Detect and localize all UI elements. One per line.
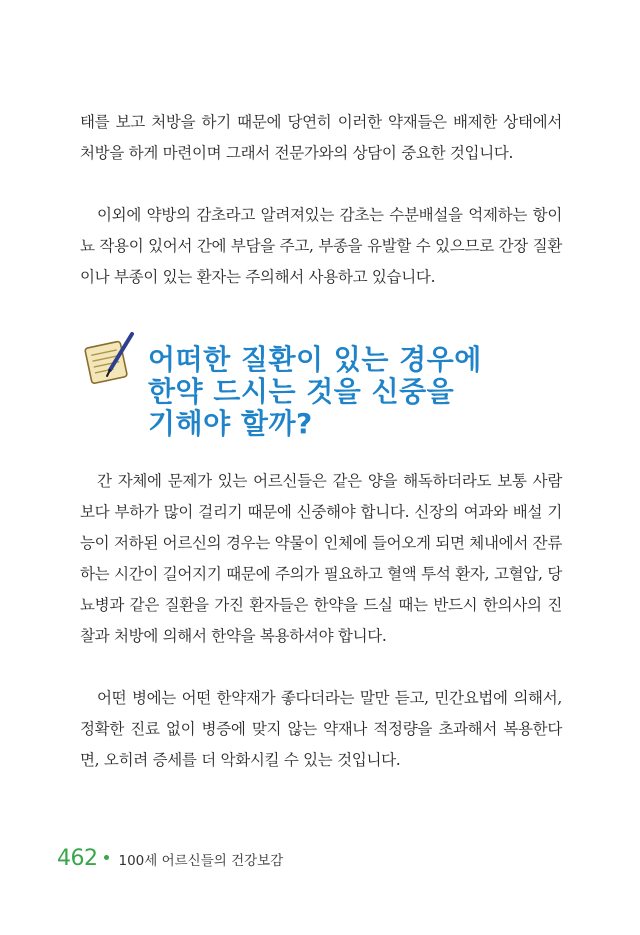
section-heading	[82, 330, 562, 440]
paragraph-1: 태를 보고 처방을 하기 때문에 당연히 이러한 약재들은 배제한 상태에서 처방을 하게 마련이며 그래서 전문가와의 상담이 중요한 것입니다.	[80, 113, 562, 162]
heading-line-2: 한약 드시는 것을 신중을	[148, 375, 455, 408]
section-heading-text	[148, 344, 568, 440]
page-footer	[57, 846, 283, 876]
paragraph-4: 어떤 병에는 어떤 한약재가 좋다더라는 말만 듣고, 민간요법에 의해서, 정확한 진료 없이 병증에 맞지 않는 약재나 적정량을 초과해서 복용한다면, 오히려 증세를 더 악화시킬 수 있는 것입니다.	[80, 689, 562, 769]
footer-dot-icon	[104, 855, 109, 860]
heading-line-3: 기해야 할까?	[148, 407, 313, 440]
paragraph-2: 이외에 약방의 감초라고 알려져있는 감초는 수분배설을 억제하는 항이뇨 작용이 있어서 간에 부담을 주고, 부종을 유발할 수 있으므로 간장 질환이나 부종이 있는 환자는 주의해서 사용하고 있습니다.	[80, 206, 562, 286]
paragraph-3: 간 자체에 문제가 있는 어르신들은 같은 양을 해독하더라도 보통 사람보다 부하가 많이 걸리기 때문에 신중해야 합니다. 신장의 여과와 배설 기능이 저하된 어르신의 경우는 약물이 인체에 들어오게 되면 체내에서 잔류하는 시간이 길어지기 때문에 주의가 필요하고 혈액 투석 환자, 고혈압, 당뇨병과 같은 질환을 가진 환자들은 한약을 드실 때는 반드시 한의사의 진찰과 처방에 의해서 한약을 복용하셔야 합니다.	[80, 472, 562, 645]
page-number: 462	[57, 846, 98, 871]
book-title: 100세 어르신들의 건강보감	[118, 853, 284, 869]
notepad-pen-icon	[82, 332, 138, 386]
heading-line-1: 어떠한 질환이 있는 경우에	[148, 343, 482, 376]
